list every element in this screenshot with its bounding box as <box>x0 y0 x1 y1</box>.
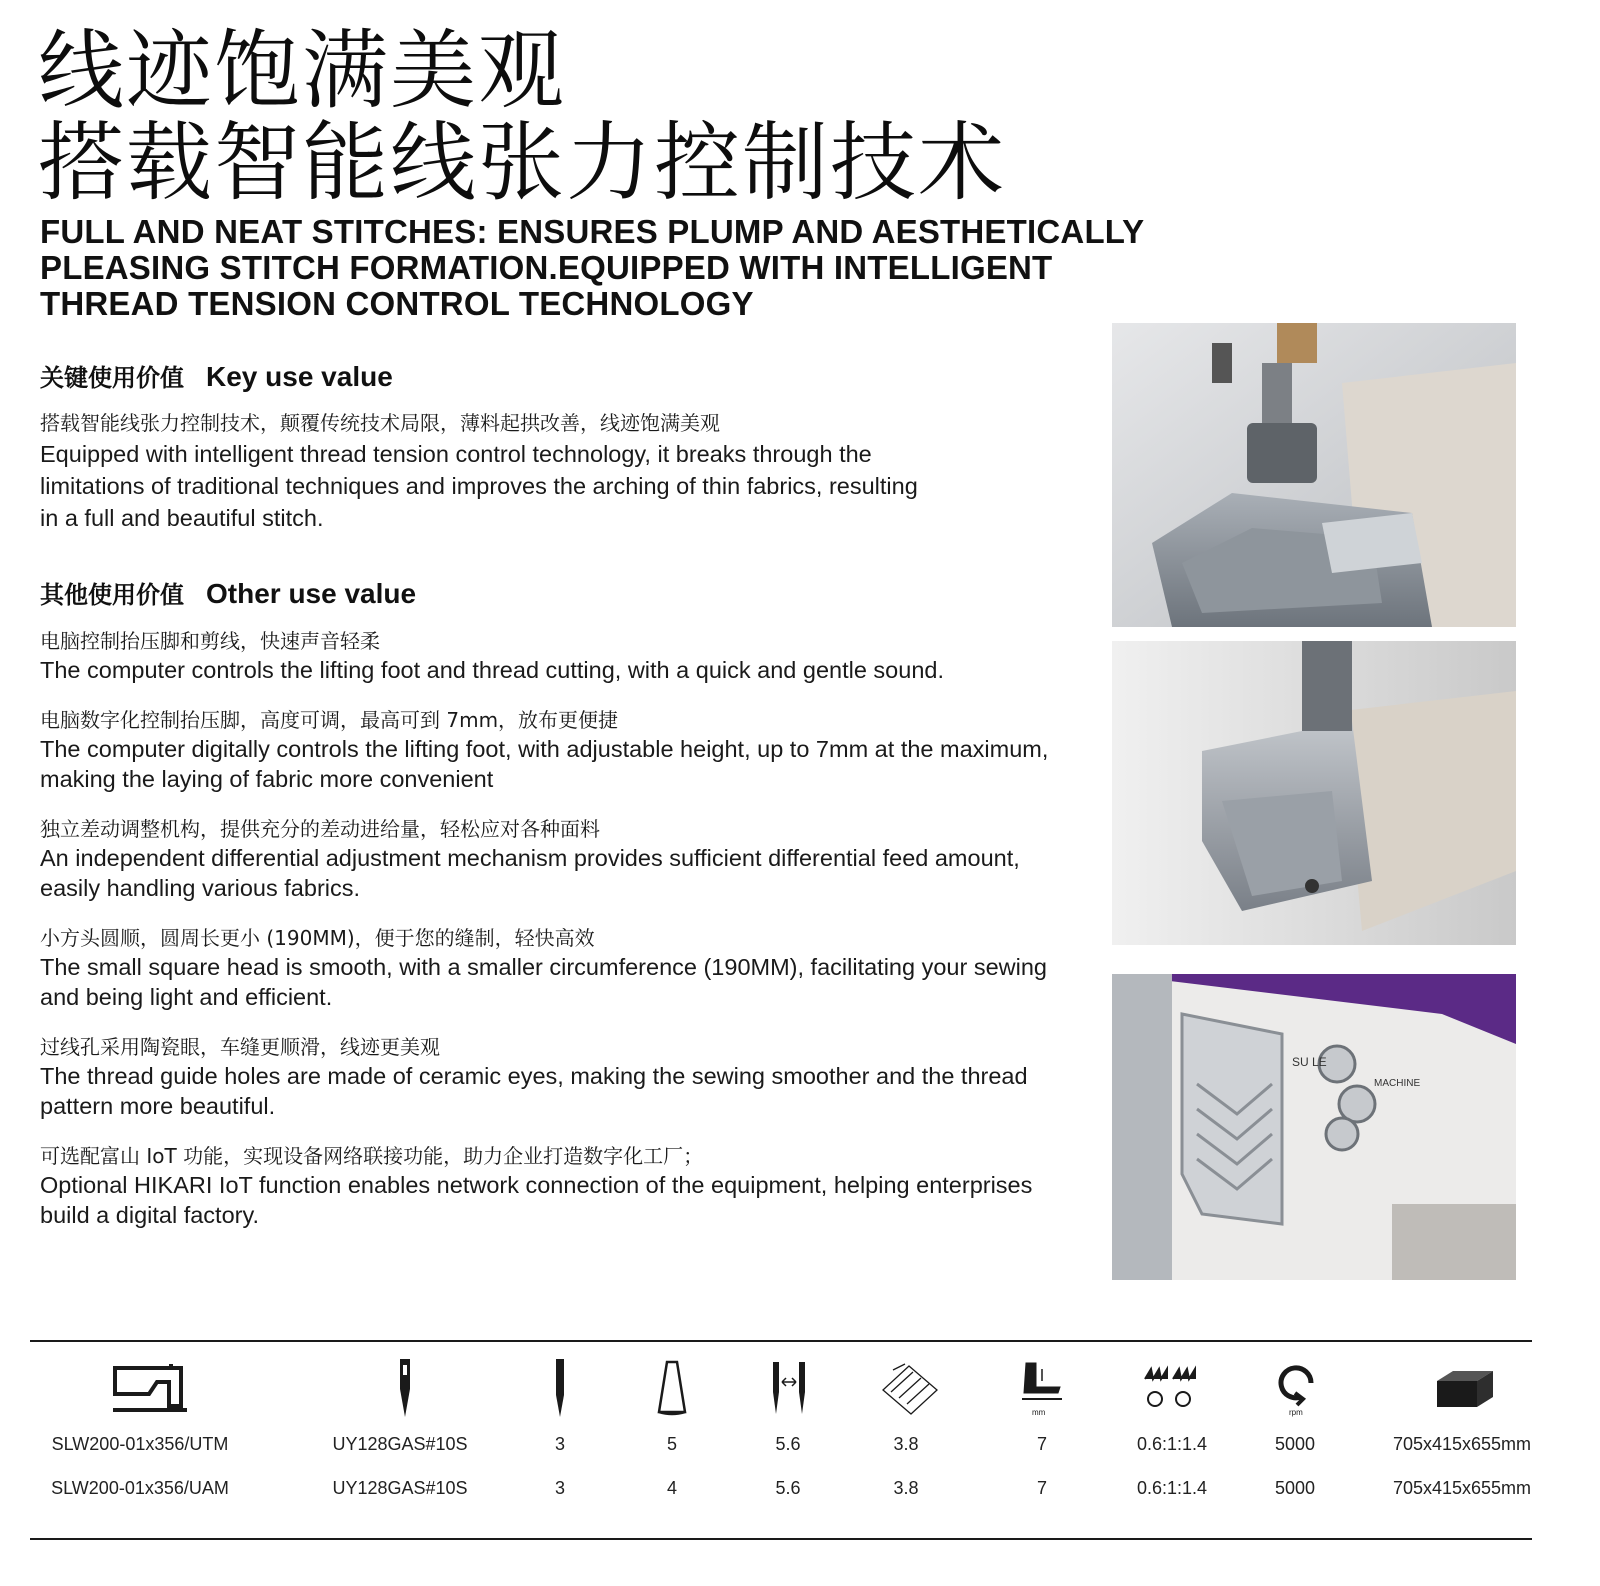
machine-brand-label-left: SU LE <box>1292 1055 1327 1069</box>
title-cn-line2: 搭载智能线张力控制技术 <box>38 113 1006 213</box>
table-cell-needle: UY128GAS#10S <box>332 1478 468 1498</box>
title-cn-line1: 线迹饱满美观 <box>38 21 566 121</box>
presser-foot-lift-icon <box>1016 1358 1066 1418</box>
feature-en: Optional HIKARI IoT function enables network connection of the equipment, helping enterprises build a digital factory. <box>40 1172 1033 1228</box>
other-heading-en: Other use value <box>206 578 417 609</box>
photo-small-square-head <box>1112 641 1516 945</box>
feature-cn: 电脑控制抬压脚和剪线，快速声音轻柔 <box>40 629 380 653</box>
table-cell-diff: 0.6:1:1.4 <box>1136 1478 1208 1498</box>
dimensions-box-icon <box>1430 1358 1500 1418</box>
table-cell-dimensions: 705x415x655mm <box>1392 1478 1532 1498</box>
key-use-body <box>40 408 920 534</box>
table-cell-dimensions: 705x415x655mm <box>1392 1434 1532 1454</box>
other-heading-cn: 其他使用价值 <box>40 581 184 609</box>
table-cell-gauge: 5.6 <box>775 1478 801 1498</box>
stitch-length-icon <box>878 1358 942 1418</box>
table-cell-lift: 7 <box>1036 1478 1047 1498</box>
thread-cone-icon <box>652 1358 692 1418</box>
feature-cn: 电脑数字化控制抬压脚，高度可调，最高可到 7mm，放布更便捷 <box>40 708 619 732</box>
table-cell-speed: 5000 <box>1274 1478 1316 1498</box>
key-use-heading <box>40 358 393 393</box>
key-heading-en: Key use value <box>206 361 393 392</box>
feature-en: The small square head is smooth, with a smaller circumference (190MM), facilitating your sewing and being light and efficient. <box>40 954 1047 1010</box>
table-cell-needle: UY128GAS#10S <box>332 1434 468 1454</box>
feature-item <box>40 815 1060 903</box>
table-cell-threads: 4 <box>666 1478 677 1498</box>
table-top-rule <box>30 1340 1532 1342</box>
table-cell-needles: 3 <box>554 1434 565 1454</box>
feature-en: An independent differential adjustment mechanism provides sufficient differential feed amount, easily handling various fabrics. <box>40 845 1020 901</box>
table-cell-stitch: 3.8 <box>893 1478 919 1498</box>
feature-cn: 独立差动调整机构，提供充分的差动进给量，轻松应对各种面料 <box>40 817 600 841</box>
table-cell-speed: 5000 <box>1274 1434 1316 1454</box>
key-cn-text: 搭载智能线张力控制技术，颠覆传统技术局限，薄料起拱改善，线迹饱满美观 <box>40 411 720 435</box>
feature-cn: 可选配富山 IoT 功能，实现设备网络联接功能，助力企业打造数字化工厂； <box>40 1144 704 1168</box>
feature-en: The computer digitally controls the lifting foot, with adjustable height, up to 7mm at the maximum, making the laying of fabric more convenient <box>40 736 1049 792</box>
sewing-machine-icon <box>110 1358 190 1418</box>
feature-item <box>40 627 1060 685</box>
machine-brand-label-right: MACHINE <box>1374 1078 1421 1089</box>
table-cell-stitch: 3.8 <box>893 1434 919 1454</box>
key-heading-cn: 关键使用价值 <box>40 364 184 392</box>
table-cell-gauge: 5.6 <box>775 1434 801 1454</box>
table-cell-model: SLW200-01x356/UTM <box>51 1434 229 1454</box>
table-cell-model: SLW200-01x356/UAM <box>51 1478 229 1498</box>
presser-unit-label: mm <box>1032 1408 1046 1417</box>
photo-presser-foot-closeup <box>1112 323 1516 627</box>
feature-cn: 过线孔采用陶瓷眼，车缝更顺滑，线迹更美观 <box>40 1035 440 1059</box>
feature-en: The thread guide holes are made of ceramic eyes, making the sewing smoother and the thread pattern more beautiful. <box>40 1063 1028 1119</box>
table-cell-threads: 5 <box>666 1434 677 1454</box>
rpm-unit-label: rpm <box>1289 1408 1303 1417</box>
key-en-text: Equipped with intelligent thread tension control technology, it breaks through the limitations of traditional techniques and improves the arching of thin fabrics, resulting in a full and beautiful stitch. <box>40 441 918 531</box>
feature-item <box>40 706 1060 794</box>
feature-item <box>40 924 1060 1012</box>
table-cell-diff: 0.6:1:1.4 <box>1136 1434 1208 1454</box>
table-cell-lift: 7 <box>1036 1434 1047 1454</box>
photo-machine-head-purple <box>1112 974 1516 1280</box>
other-use-heading <box>40 575 416 610</box>
feature-cn: 小方头圆顺，圆周长更小 (190MM)，便于您的缝制，轻快高效 <box>40 926 595 950</box>
feature-item <box>40 1142 1060 1230</box>
differential-feed-icon <box>1142 1358 1198 1418</box>
needle-icon <box>385 1358 425 1418</box>
title-en: FULL AND NEAT STITCHES: ENSURES PLUMP AND AESTHETICALLY PLEASING STITCH FORMATION.EQUIPPED WITH INTELLIGENT THREAD TENSION CONTROL TECHNOLOGY <box>40 213 1144 322</box>
table-cell-needles: 3 <box>554 1478 565 1498</box>
table-bottom-rule <box>30 1538 1532 1540</box>
needle-count-icon <box>545 1358 575 1418</box>
needle-gauge-icon <box>764 1358 814 1418</box>
speed-rpm-icon <box>1272 1358 1322 1418</box>
feature-en: The computer controls the lifting foot and thread cutting, with a quick and gentle sound. <box>40 657 944 683</box>
feature-item <box>40 1033 1060 1121</box>
